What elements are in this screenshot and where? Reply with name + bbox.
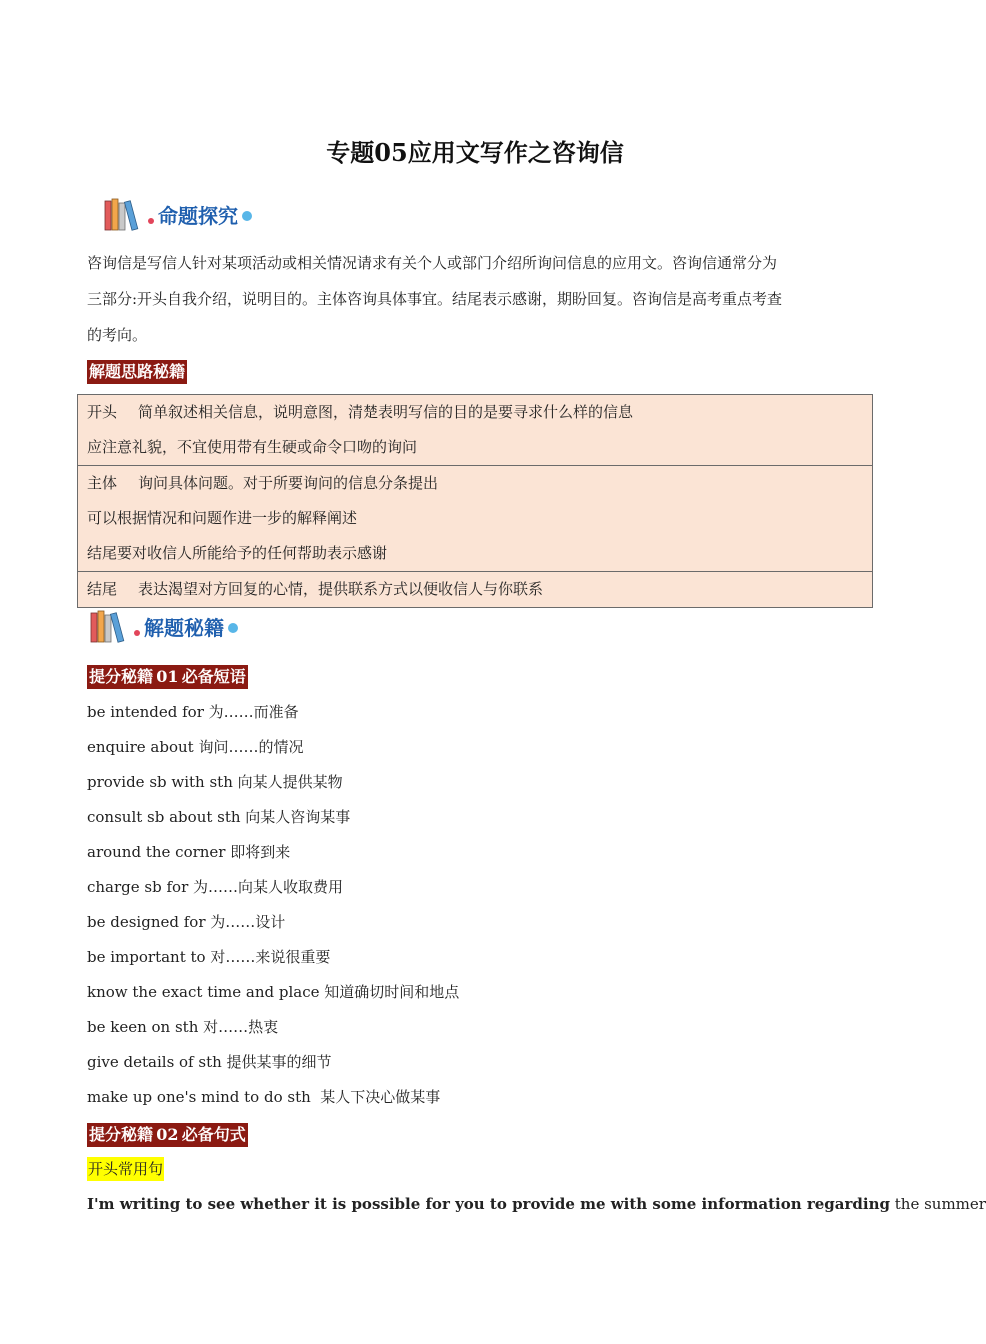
example-rest: the summer xyxy=(889,1195,986,1213)
list-item: charge sb for 为……向某人收取费用 xyxy=(87,878,344,896)
example-sentence xyxy=(87,1191,986,1217)
red-dot xyxy=(134,630,140,636)
closing-line-1: 表达渴望对方回复的心情，提供联系方式以便收信人与你联系 xyxy=(138,580,544,598)
secrets-banner-label: 解题秘籍 xyxy=(144,615,224,640)
books-icon xyxy=(104,197,142,231)
blue-dot xyxy=(228,623,238,633)
body-label: 主体 xyxy=(87,474,118,492)
example-bold: I'm writing to see whether it is possible for you to provide me with some information regarding xyxy=(87,1195,890,1213)
list-item: be intended for 为……而准备 xyxy=(87,703,299,721)
list-item: give details of sth 提供某事的细节 xyxy=(87,1053,332,1071)
body-line-3: 结尾要对收信人所能给予的任何帮助表示感谢 xyxy=(87,544,388,562)
explore-banner-label: 命题探究 xyxy=(158,203,238,228)
phrase-list xyxy=(87,695,459,1115)
body-line-2: 可以根据情况和问题作进一步的解释阐述 xyxy=(87,509,358,527)
table-row-closing xyxy=(78,572,873,608)
opening-sentences-heading: 开头常用句 xyxy=(87,1157,164,1181)
list-item: consult sb about sth 向某人咨询某事 xyxy=(87,808,351,826)
body-line-1: 询问具体问题。对于所要询问的信息分条提出 xyxy=(138,474,439,492)
tip-01-number: 01 xyxy=(156,667,179,686)
opening-label: 开头 xyxy=(87,403,118,421)
approach-table xyxy=(77,394,873,608)
page-title: 专题05应用文写作之咨询信 xyxy=(326,138,624,167)
list-item: be keen on sth 对……热衷 xyxy=(87,1018,279,1036)
opening-line-1: 简单叙述相关信息，说明意图，清楚表明写信的目的是要寻求什么样的信息 xyxy=(138,403,634,421)
approach-heading: 解题思路秘籍 xyxy=(87,360,187,384)
list-item: be important to 对……来说很重要 xyxy=(87,948,331,966)
table-row-opening xyxy=(78,395,873,466)
tip-02-label: 提分秘籍 xyxy=(89,1125,154,1144)
list-item: make up one's mind to do sth 某人下决心做某事 xyxy=(87,1088,441,1106)
tip-02-number: 02 xyxy=(156,1125,179,1144)
intro-line-1: 咨询信是写信人针对某项活动或相关情况请求有关个人或部门介绍所询问信息的应用文。咨询信通常分为 xyxy=(87,254,778,272)
intro-paragraph xyxy=(87,245,867,353)
red-dot xyxy=(148,218,154,224)
table-row-body xyxy=(78,466,873,572)
tip-02-heading xyxy=(87,1123,248,1147)
tip-01-title: 必备短语 xyxy=(181,667,246,686)
tip-01-heading xyxy=(87,665,248,689)
tip-02-title: 必备句式 xyxy=(181,1125,246,1144)
blue-dot xyxy=(242,211,252,221)
opening-line-2: 应注意礼貌，不宜使用带有生硬或命令口吻的询问 xyxy=(87,438,418,456)
intro-line-3: 的考向。 xyxy=(87,326,148,344)
tip-01-label: 提分秘籍 xyxy=(89,667,154,686)
list-item: around the corner 即将到来 xyxy=(87,843,291,861)
explore-banner xyxy=(104,196,252,232)
list-item: provide sb with sth 向某人提供某物 xyxy=(87,773,343,791)
books-icon xyxy=(90,609,128,643)
list-item: know the exact time and place 知道确切时间和地点 xyxy=(87,983,460,1001)
closing-label: 结尾 xyxy=(87,580,118,598)
list-item: be designed for 为……设计 xyxy=(87,913,286,931)
secrets-banner xyxy=(90,608,238,644)
list-item: enquire about 询问……的情况 xyxy=(87,738,304,756)
intro-line-2: 三部分:开头自我介绍，说明目的。主体咨询具体事宜。结尾表示感谢，期盼回复。咨询信是高考重点考查 xyxy=(87,290,783,308)
